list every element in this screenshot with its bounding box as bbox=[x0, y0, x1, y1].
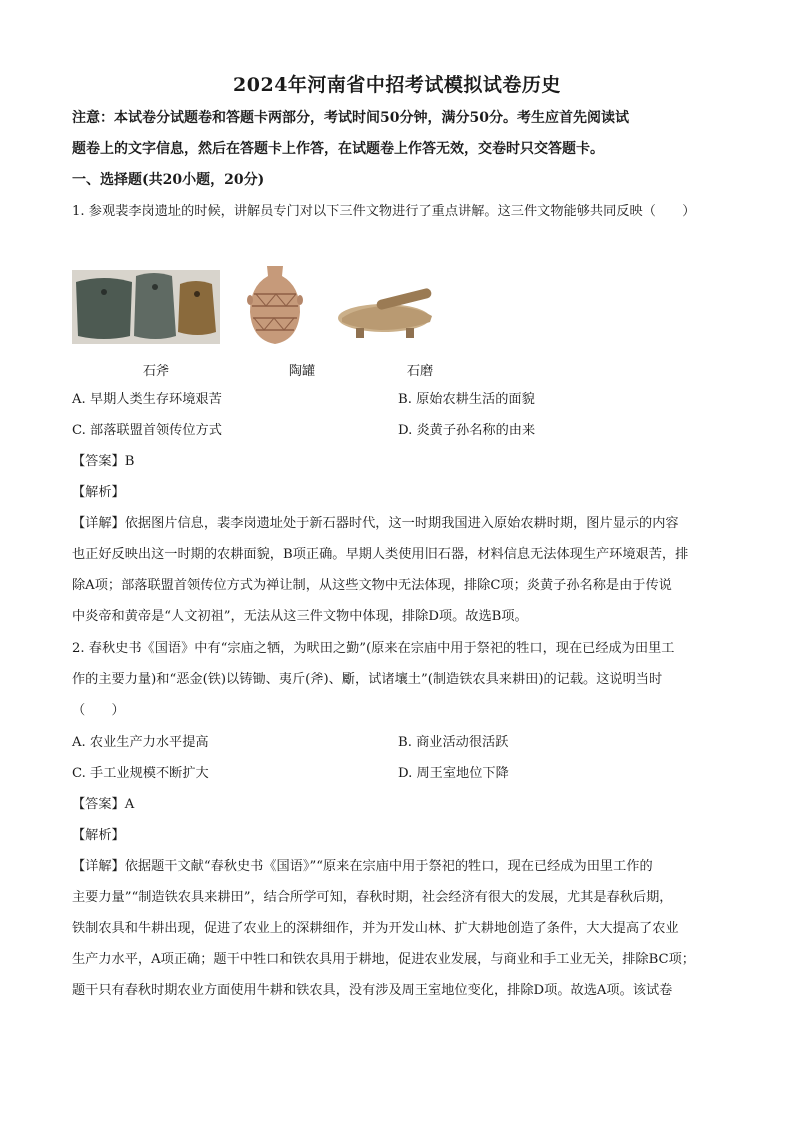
section-heading: 一、选择题(共20小题，20分) bbox=[72, 172, 265, 188]
q2-stem-line-2: 作的主要力量)和“恶金(铁)以铸锄、夷斤(斧)、斸，试诸壤土”(制造铁农具来耕田)的记载。这说明当时 bbox=[72, 672, 663, 687]
q2-stem-line-1: 2. 春秋史书《国语》中有“宗庙之牺，为畎田之勤”(原来在宗庙中用于祭祀的牲口，现在已经成为田里工 bbox=[72, 641, 675, 656]
notice-line-2: 题卷上的文字信息，然后在答题卡上作答，在试题卷上作答无效，交卷时只交答题卡。 bbox=[72, 141, 604, 157]
page-title: 2024年河南省中招考试模拟试卷历史 bbox=[233, 74, 561, 96]
q2-detail-line-5: 题干只有春秋时期农业方面使用牛耕和铁农具，没有涉及周王室地位变化，排除D项。故选A项。该试卷 bbox=[72, 983, 673, 998]
q2-detail-line-3: 铁制农具和牛耕出现，促进了农业上的深耕细作，并为开发山林、扩大耕地创造了条件，大大提高了农业 bbox=[72, 921, 679, 936]
q2-detail-line-1: 【详解】依据题干文献“春秋史书《国语》”“原来在宗庙中用于祭祀的牲口，现在已经成为田里工作的 bbox=[72, 859, 653, 874]
q1-option-d: D. 炎黄子孙名称的由来 bbox=[398, 423, 536, 438]
q1-detail-line-3: 除A项；部落联盟首领传位方式为禅让制，从这些文物中无法体现，排除C项；炎黄子孙名称是由于传说 bbox=[72, 578, 672, 593]
q2-analysis-label: 【解析】 bbox=[72, 828, 125, 843]
q2-option-c: C. 手工业规模不断扩大 bbox=[72, 766, 209, 781]
q2-stem-line-3: （ ） bbox=[72, 703, 125, 718]
q1-detail-line-4: 中炎帝和黄帝是“人文初祖”，无法从这三件文物中体现，排除D项。故选B项。 bbox=[72, 609, 528, 624]
q2-option-d: D. 周王室地位下降 bbox=[398, 766, 509, 781]
q1-analysis-label: 【解析】 bbox=[72, 485, 125, 500]
q1-detail-line-2: 也正好反映出这一时期的农耕面貌，B项正确。早期人类使用旧石器，材料信息无法体现生产环境艰苦，排 bbox=[72, 547, 689, 562]
caption-grinding-stone: 石磨 bbox=[406, 364, 434, 379]
q2-detail-line-2: 主要力量”“制造铁农具来耕田”，结合所学可知，春秋时期，社会经济有很大的发展，尤其是春秋后期， bbox=[72, 890, 673, 905]
q2-option-a: A. 农业生产力水平提高 bbox=[72, 735, 209, 750]
q2-detail-line-4: 生产力水平，A项正确；题干中牲口和铁农具用于耕地，促进农业发展，与商业和手工业无关，排除BC项； bbox=[72, 952, 695, 967]
q1-answer: 【答案】B bbox=[72, 454, 135, 469]
q1-stem: 1. 参观裴李岗遗址的时候，讲解员专门对以下三件文物进行了重点讲解。这三件文物能够共同反映（ ） bbox=[72, 204, 696, 219]
q1-option-c: C. 部落联盟首领传位方式 bbox=[72, 423, 222, 438]
q2-answer: 【答案】A bbox=[72, 797, 135, 812]
q2-option-b: B. 商业活动很活跃 bbox=[398, 735, 509, 750]
pottery-jar-image bbox=[246, 264, 304, 346]
caption-pottery-jar: 陶罐 bbox=[288, 364, 316, 379]
caption-stone-axe: 石斧 bbox=[142, 364, 170, 379]
notice-line-1: 注意：本试卷分试题卷和答题卡两部分，考试时间50分钟，满分50分。考生应首先阅读试 bbox=[72, 110, 629, 126]
q1-option-b: B. 原始农耕生活的面貌 bbox=[398, 392, 535, 407]
q1-option-a: A. 早期人类生存环境艰苦 bbox=[72, 392, 222, 407]
grinding-stone-image bbox=[336, 284, 438, 342]
stone-axe-image bbox=[72, 270, 220, 344]
q1-detail-line-1: 【详解】依据图片信息，裴李岗遗址处于新石器时代，这一时期我国进入原始农耕时期，图片显示的内容 bbox=[72, 516, 679, 531]
